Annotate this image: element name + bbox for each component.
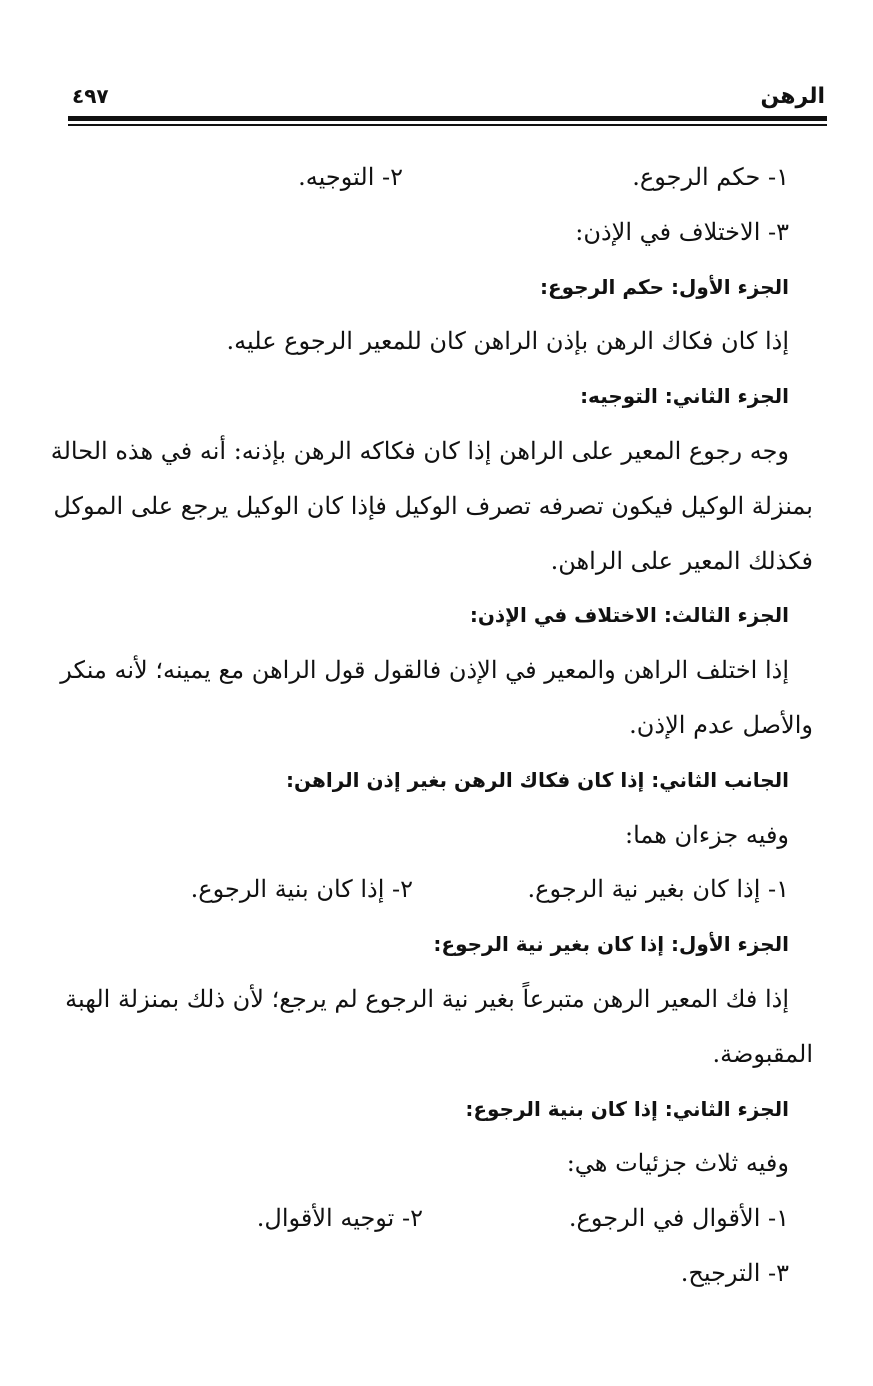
paragraph-line: وفيه جزءان هما:: [624, 820, 789, 849]
paragraph-line: المقبوضة.: [712, 1039, 813, 1068]
paragraph-line: والأصل عدم الإذن.: [629, 710, 813, 739]
list-item-pair: [66, 150, 813, 205]
paragraph-line: إذا كان فكاك الرهن بإذن الراهن كان للمعير الرجوع عليه.: [226, 327, 789, 356]
section-heading: الجزء الثالث: الاختلاف في الإذن:: [469, 603, 789, 628]
section-heading: الجزء الثاني: التوجيه:: [580, 384, 789, 409]
page-body: [50, 150, 813, 1301]
paragraph-line: وفيه ثلاث جزئيات هي:: [566, 1149, 789, 1178]
section-heading: الجزء الأول: حكم الرجوع:: [539, 274, 789, 299]
list-item-pair: [66, 862, 813, 917]
list-item: ٢- التوجيه.: [298, 163, 403, 191]
section-heading: الجزء الأول: إذا كان بغير نية الرجوع:: [433, 932, 789, 957]
list-item-pair: [66, 1191, 813, 1246]
list-item: ١- إذا كان بغير نية الرجوع.: [527, 875, 789, 904]
page-header: [68, 84, 825, 120]
section-heading: الجزء الثاني: إذا كان بنية الرجوع:: [465, 1096, 789, 1121]
paragraph-line: وجه رجوع المعير على الراهن إذا كان فكاكه الرهن بإذنه: أنه في هذه الحالة: [50, 436, 789, 465]
list-item: ٣- الترجيح.: [680, 1258, 789, 1287]
paragraph-line: فكذلك المعير على الراهن.: [550, 546, 813, 575]
list-item: ١- حكم الرجوع.: [632, 163, 789, 191]
page-number: ٤٩٧: [72, 84, 109, 108]
paragraph-line: إذا فك المعير الرهن متبرعاً بغير نية الرجوع لم يرجع؛ لأن ذلك بمنزلة الهبة: [65, 984, 789, 1013]
paragraph-line: إذا اختلف الراهن والمعير في الإذن فالقول قول الراهن مع يمينه؛ لأنه منكر: [60, 656, 789, 685]
paragraph-line: بمنزلة الوكيل فيكون تصرفه تصرف الوكيل فإذا كان الوكيل يرجع على الموكل: [53, 491, 813, 520]
header-rule-thin: [68, 124, 827, 126]
list-item: ١- الأقوال في الرجوع.: [568, 1204, 789, 1233]
list-item: ٢- إذا كان بنية الرجوع.: [190, 875, 413, 904]
list-item: ٣- الاختلاف في الإذن:: [575, 217, 789, 246]
header-rule-thick: [68, 116, 827, 121]
chapter-title: الرهن: [760, 84, 825, 109]
section-heading: الجانب الثاني: إذا كان فكاك الرهن بغير إذن الراهن:: [286, 767, 789, 792]
list-item: ٢- توجيه الأقوال.: [256, 1204, 423, 1233]
